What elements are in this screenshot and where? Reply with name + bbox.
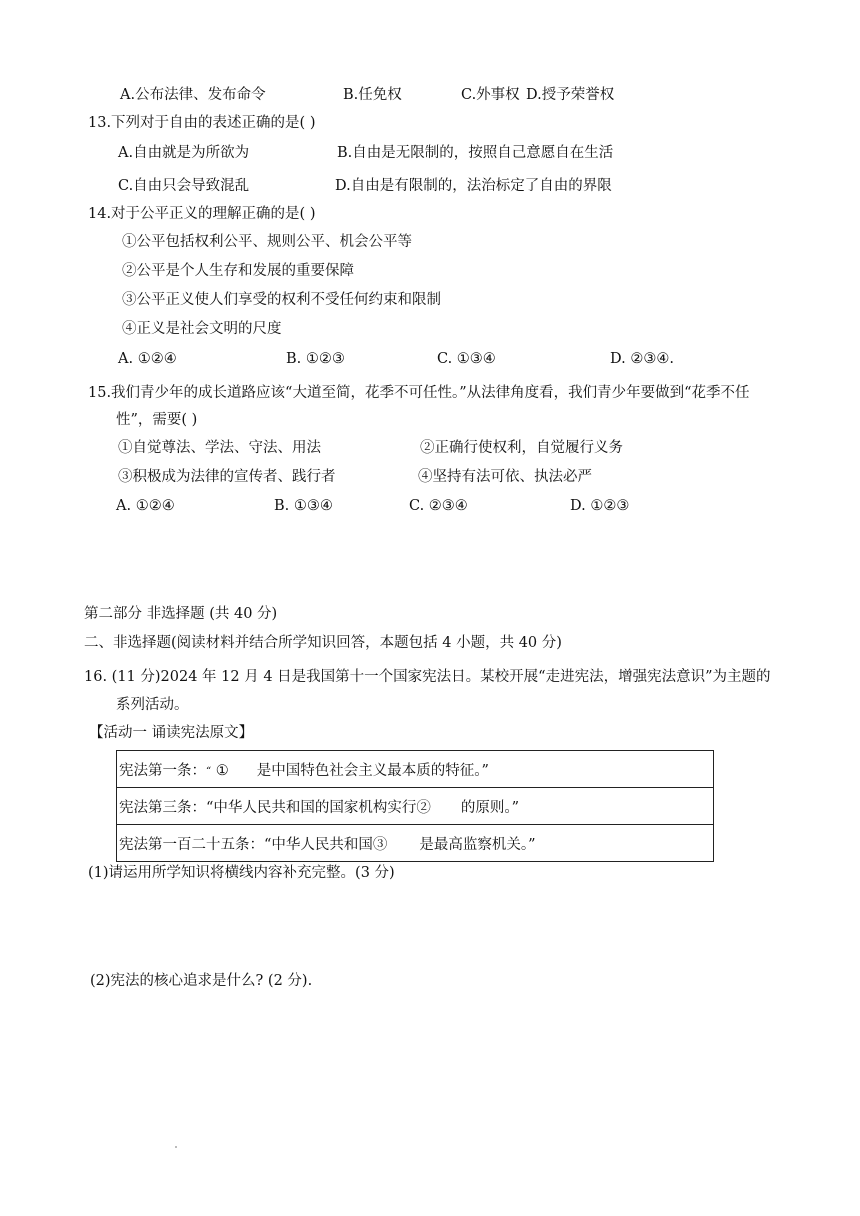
constitution-table (116, 750, 714, 862)
q16-subquestion-2: (2)宪法的核心追求是什么? (2 分). (90, 973, 313, 989)
constitution-article-125: 宪法第一百二十五条：“中华人民共和国③ 是最高监察机关。” (117, 825, 714, 862)
q13-option-d: D.自由是有限制的，法治标定了自由的界限 (335, 178, 612, 194)
q15-option-a: A. ①②④ (116, 498, 175, 514)
q15-statement-1: ①自觉尊法、学法、守法、用法 (118, 440, 321, 456)
part2-heading: 第二部分 非选择题 (共 40 分) (84, 606, 278, 622)
q12-option-c: C.外事权 (461, 87, 520, 103)
q14-statement-3: ③公平正义使人们享受的权利不受任何约束和限制 (122, 292, 441, 308)
q15-option-c: C. ②③④ (409, 498, 468, 514)
activity-title: 【活动一 诵读宪法原文】 (89, 725, 254, 741)
q15-option-b: B. ①③④ (274, 498, 333, 514)
q15-statement-3: ③积极成为法律的宣传者、践行者 (118, 469, 336, 485)
q14-option-c: C. ①③④ (437, 351, 496, 367)
q12-option-d: D.授予荣誉权 (526, 87, 615, 103)
section-heading: 二、非选择题(阅读材料并结合所学知识回答，本题包括 4 小题，共 40 分) (84, 635, 562, 651)
q14-option-b: B. ①②③ (286, 351, 345, 367)
quote-mark: “ (206, 765, 212, 777)
q13-stem: 13.下列对于自由的表述正确的是( ) (88, 115, 316, 131)
q14-statement-4: ④正义是社会文明的尺度 (122, 321, 282, 337)
table-row (117, 825, 714, 862)
q14-option-d: D. ②③④. (610, 351, 674, 367)
q13-option-a: A.自由就是为所欲为 (118, 145, 250, 161)
q12-option-a: A.公布法律、发布命令 (120, 87, 266, 103)
table-row (117, 751, 714, 788)
q14-statement-1: ①公平包括权利公平、规则公平、机会公平等 (122, 234, 412, 250)
q16-subquestion-1: (1)请运用所学知识将横线内容补充完整。(3 分) (88, 865, 395, 881)
q14-stem: 14.对于公平正义的理解正确的是( ) (88, 206, 316, 222)
q14-option-a: A. ①②④ (118, 351, 177, 367)
stray-mark (175, 1146, 177, 1148)
q15-statement-2: ②正确行使权利，自觉履行义务 (420, 440, 623, 456)
table-row (117, 788, 714, 825)
q14-statement-2: ②公平是个人生存和发展的重要保障 (122, 263, 354, 279)
q15-stem-line-1: 15.我们青少年的成长道路应该“大道至简，花季不可任性。”从法律角度看，我们青少年要做到“花季不任 (88, 385, 750, 401)
q12-option-b: B.任免权 (343, 87, 402, 103)
q13-option-c: C.自由只会导致混乱 (118, 178, 250, 194)
q13-option-b: B.自由是无限制的，按照自己意愿自在生活 (337, 145, 614, 161)
q16-stem-line-1: 16. (11 分)2024 年 12 月 4 日是我国第十一个国家宪法日。某校开展“走进宪法，增强宪法意识”为主题的 (84, 669, 771, 685)
q15-option-d: D. ①②③ (570, 498, 630, 514)
q15-stem-line-2: 性”，需要( ) (116, 412, 198, 428)
q16-stem-line-2: 系列活动。 (116, 697, 189, 713)
constitution-article-1: 宪法第一条：“ ① 是中国特色社会主义最本质的特征。” (117, 751, 714, 788)
q15-statement-4: ④坚持有法可依、执法必严 (418, 469, 592, 485)
constitution-article-3: 宪法第三条：“中华人民共和国的国家机构实行② 的原则。” (117, 788, 714, 825)
